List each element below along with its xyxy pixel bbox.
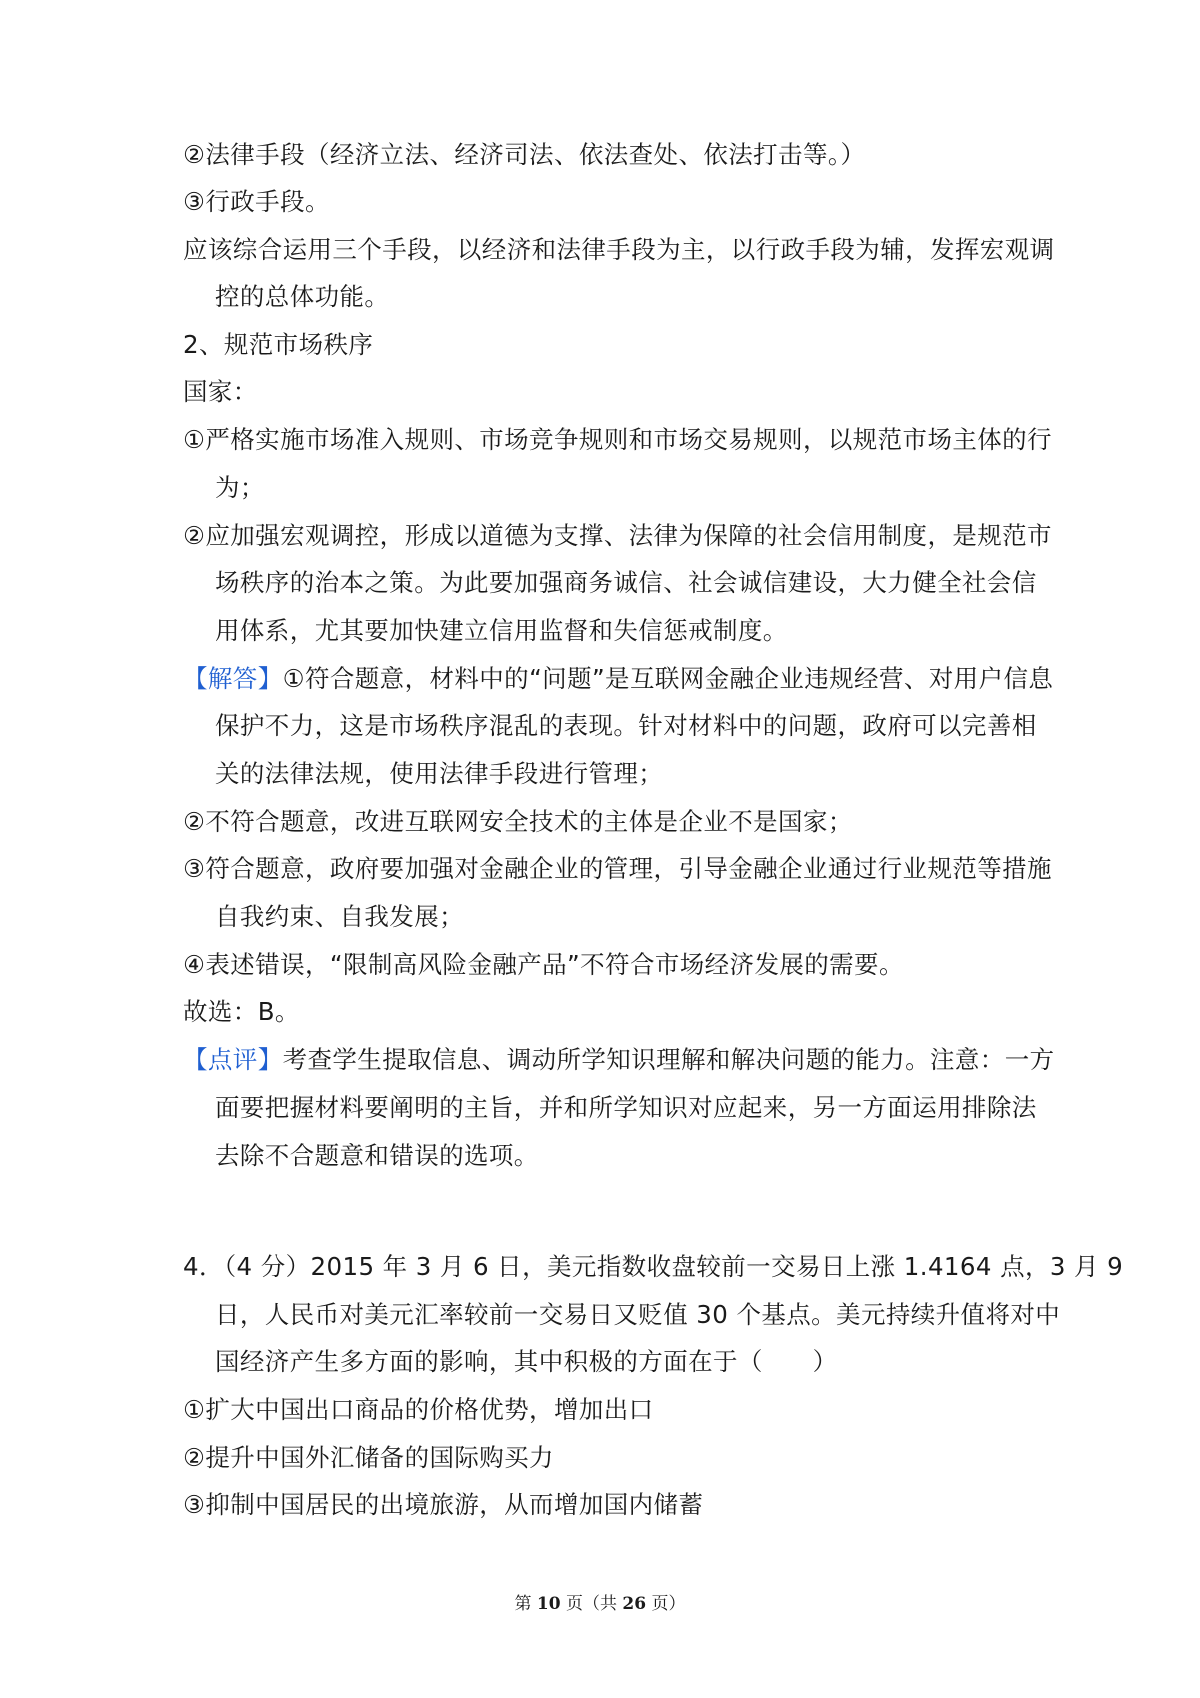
footer-prefix: 第	[514, 1594, 532, 1614]
footer-middle: 页（共	[566, 1594, 617, 1614]
text-line: 去除不合题意和错误的选项。	[215, 1141, 539, 1170]
answer-text: ①符合题意，材料中的“问题”是互联网金融企业违规经营、对用户信息	[282, 664, 1054, 693]
text-line: 应该综合运用三个手段，以经济和法律手段为主，以行政手段为辅，发挥宏观调	[183, 235, 1055, 264]
answer-tag: 【解答】	[183, 664, 283, 693]
text-line: ②法律手段（经济立法、经济司法、依法查处、依法打击等。）	[183, 140, 866, 169]
text-line: 场秩序的治本之策。为此要加强商务诚信、社会诚信建设，大力健全社会信	[215, 568, 1037, 597]
option-line: ①扩大中国出口商品的价格优势，增加出口	[183, 1395, 654, 1424]
text-line: ②不符合题意，改进互联网安全技术的主体是企业不是国家；	[183, 807, 853, 836]
comment-tag: 【点评】	[183, 1045, 283, 1074]
text-line: 为；	[215, 473, 265, 502]
comment-line	[183, 1044, 1055, 1076]
page-footer	[0, 1593, 1200, 1615]
option-line: ②提升中国外汇储备的国际购买力	[183, 1443, 554, 1472]
section-heading: 2、规范市场秩序	[183, 330, 374, 359]
footer-total-pages: 26	[622, 1594, 647, 1614]
text-line: 关的法律法规，使用法律手段进行管理；	[215, 759, 664, 788]
text-line: 日，人民币对美元汇率较前一交易日又贬值 30 个基点。美元持续升值将对中	[215, 1300, 1061, 1329]
text-line: 国经济产生多方面的影响，其中积极的方面在于（ ）	[215, 1347, 838, 1376]
text-line: 故选：B。	[183, 997, 300, 1026]
text-line: ④表述错误，“限制高风险金融产品”不符合市场经济发展的需要。	[183, 950, 904, 979]
text-line: 国家：	[183, 377, 258, 406]
answer-line	[183, 663, 1053, 695]
text-line: 用体系，尤其要加快建立信用监督和失信惩戒制度。	[215, 616, 788, 645]
text-line: ②应加强宏观调控，形成以道德为支撑、法律为保障的社会信用制度，是规范市	[183, 521, 1052, 550]
text-line: 控的总体功能。	[215, 282, 390, 311]
text-line: ③行政手段。	[183, 187, 330, 216]
comment-text: 考查学生提取信息、调动所学知识理解和解决问题的能力。注意：一方	[282, 1045, 1055, 1074]
text-line: 保护不力，这是市场秩序混乱的表现。针对材料中的问题，政府可以完善相	[215, 711, 1037, 740]
option-line: ③抑制中国居民的出境旅游，从而增加国内储蓄	[183, 1490, 704, 1519]
question-line: 4．（4 分）2015 年 3 月 6 日，美元指数收盘较前一交易日上涨 1.4164 点，3 月 9	[183, 1252, 1124, 1281]
text-line: ③符合题意，政府要加强对金融企业的管理，引导金融企业通过行业规范等措施	[183, 854, 1052, 883]
text-line: ①严格实施市场准入规则、市场竞争规则和市场交易规则，以规范市场主体的行	[183, 425, 1052, 454]
text-line: 自我约束、自我发展；	[215, 902, 464, 931]
footer-page-number: 10	[536, 1594, 561, 1614]
footer-suffix: 页）	[651, 1594, 686, 1614]
text-line: 面要把握材料要阐明的主旨，并和所学知识对应起来，另一方面运用排除法	[215, 1093, 1037, 1122]
